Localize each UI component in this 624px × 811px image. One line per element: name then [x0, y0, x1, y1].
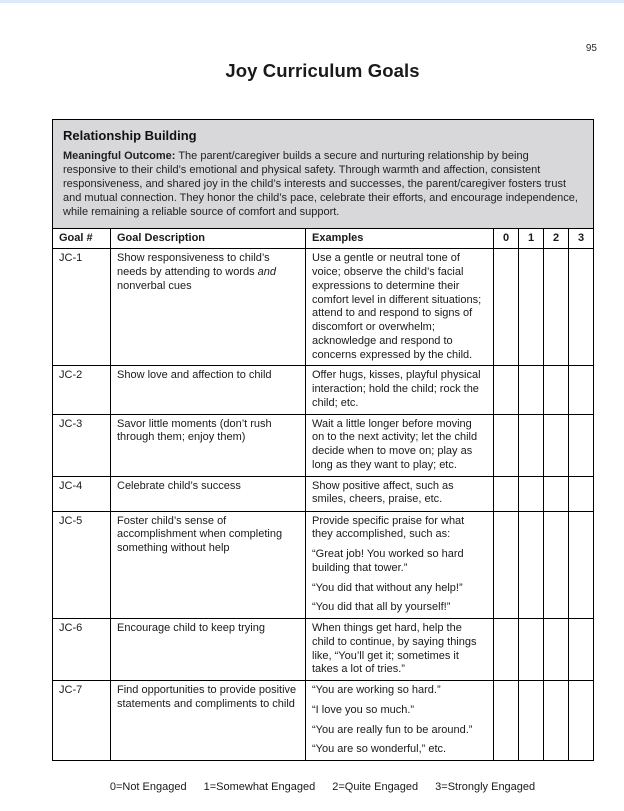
score-cell-3 — [569, 366, 594, 414]
legend-item-0: 0=Not Engaged — [109, 781, 187, 794]
outcome-label: Meaningful Outcome: — [63, 150, 176, 163]
document-page — [52, 59, 593, 793]
goal-description-cell: Foster child’s sense of accomplishment when completing something without help — [111, 511, 306, 619]
score-cell-3 — [569, 249, 594, 366]
goal-id-cell: JC-6 — [53, 619, 111, 681]
score-cell-0 — [494, 619, 519, 681]
outcome-text: The parent/caregiver builds a secure and nurturing relationship by being responsive to their child’s emotional and physical safety. Through warmth and affection, consistent responsiveness, and shared joy in the child’s interests and successes, the parent/caregiver fosters trust and mutual connection. They honor the child’s pace, celebrate their efforts, and encourage independence, while remaining a reliable source of comfort and support. — [63, 150, 578, 218]
section-outcome — [63, 150, 583, 219]
examples-cell: “You are working so hard.” “I love you so much.” “You are really fun to be around.” “You are so wonderful,” etc. — [306, 681, 494, 761]
col-header-examples: Examples — [306, 228, 494, 249]
legend-item-3: 3=Strongly Engaged — [435, 781, 536, 794]
goal-id-cell: JC-5 — [53, 511, 111, 619]
score-cell-3 — [569, 619, 594, 681]
goal-row — [53, 681, 594, 761]
score-cell-0 — [494, 681, 519, 761]
goal-id-cell: JC-4 — [53, 476, 111, 511]
goal-description-cell: Encourage child to keep trying — [111, 619, 306, 681]
score-cell-2 — [544, 366, 569, 414]
examples-cell: When things get hard, help the child to continue, by saying things like, “You’ll get it; sometimes it takes a lot of tries.” — [306, 619, 494, 681]
col-header-score-3: 3 — [569, 228, 594, 249]
goal-id-cell: JC-1 — [53, 249, 111, 366]
goal-row — [53, 366, 594, 414]
goal-row — [53, 249, 594, 366]
rating-legend — [52, 781, 593, 793]
score-cell-1 — [519, 511, 544, 619]
legend-item-1: 1=Somewhat Engaged — [203, 781, 316, 794]
score-cell-0 — [494, 414, 519, 476]
section-header — [53, 120, 594, 229]
score-cell-2 — [544, 619, 569, 681]
examples-cell: Offer hugs, kisses, playful physical interaction; hold the child; rock the child; etc. — [306, 366, 494, 414]
col-header-goal-number: Goal # — [53, 228, 111, 249]
col-header-goal-description: Goal Description — [111, 228, 306, 249]
goals-table-body — [53, 249, 594, 761]
col-header-score-1: 1 — [519, 228, 544, 249]
examples-cell: Provide specific praise for what they accomplished, such as: “Great job! You worked so hard building that tower.” “You did that without any help!” “You did that all by yourself!” — [306, 511, 494, 619]
goal-id-cell: JC-3 — [53, 414, 111, 476]
examples-cell: Wait a little longer before moving on to the next activity; let the child decide when to move on; play as long as they want to play; etc. — [306, 414, 494, 476]
page-title: Joy Curriculum Goals — [225, 60, 420, 81]
score-cell-2 — [544, 476, 569, 511]
score-cell-2 — [544, 681, 569, 761]
goal-description-cell: Show responsiveness to child’s needs by attending to words and nonverbal cues — [111, 249, 306, 366]
goal-id-cell: JC-2 — [53, 366, 111, 414]
score-cell-1 — [519, 414, 544, 476]
score-cell-0 — [494, 366, 519, 414]
score-cell-0 — [494, 511, 519, 619]
score-cell-2 — [544, 414, 569, 476]
score-cell-1 — [519, 249, 544, 366]
col-header-score-2: 2 — [544, 228, 569, 249]
score-cell-3 — [569, 414, 594, 476]
section-header-row — [53, 120, 594, 229]
goal-description-cell: Savor little moments (don’t rush through them; enjoy them) — [111, 414, 306, 476]
col-header-score-0: 0 — [494, 228, 519, 249]
goal-id-cell: JC-7 — [53, 681, 111, 761]
goal-description-cell: Find opportunities to provide positive statements and compliments to child — [111, 681, 306, 761]
goals-table — [52, 119, 594, 761]
score-cell-1 — [519, 366, 544, 414]
score-cell-1 — [519, 681, 544, 761]
score-cell-2 — [544, 249, 569, 366]
section-title: Relationship Building — [63, 128, 197, 143]
top-strip — [0, 0, 624, 3]
goal-description-cell: Celebrate child’s success — [111, 476, 306, 511]
page-number: 95 — [585, 43, 597, 54]
score-cell-2 — [544, 511, 569, 619]
goal-description-cell: Show love and affection to child — [111, 366, 306, 414]
legend-item-2: 2=Quite Engaged — [332, 781, 419, 794]
score-cell-0 — [494, 249, 519, 366]
score-cell-3 — [569, 476, 594, 511]
examples-cell: Use a gentle or neutral tone of voice; observe the child’s facial expressions to determine their comfort level in different situations; attend to and respond to signs of discomfort or overwhelm; acknowledge and respond to concerns expressed by the child. — [306, 249, 494, 366]
score-cell-3 — [569, 681, 594, 761]
goal-row — [53, 476, 594, 511]
score-cell-0 — [494, 476, 519, 511]
table-header-row — [53, 228, 594, 249]
goal-row — [53, 511, 594, 619]
examples-cell: Show positive affect, such as smiles, cheers, praise, etc. — [306, 476, 494, 511]
goal-row — [53, 619, 594, 681]
score-cell-3 — [569, 511, 594, 619]
score-cell-1 — [519, 619, 544, 681]
score-cell-1 — [519, 476, 544, 511]
goal-row — [53, 414, 594, 476]
